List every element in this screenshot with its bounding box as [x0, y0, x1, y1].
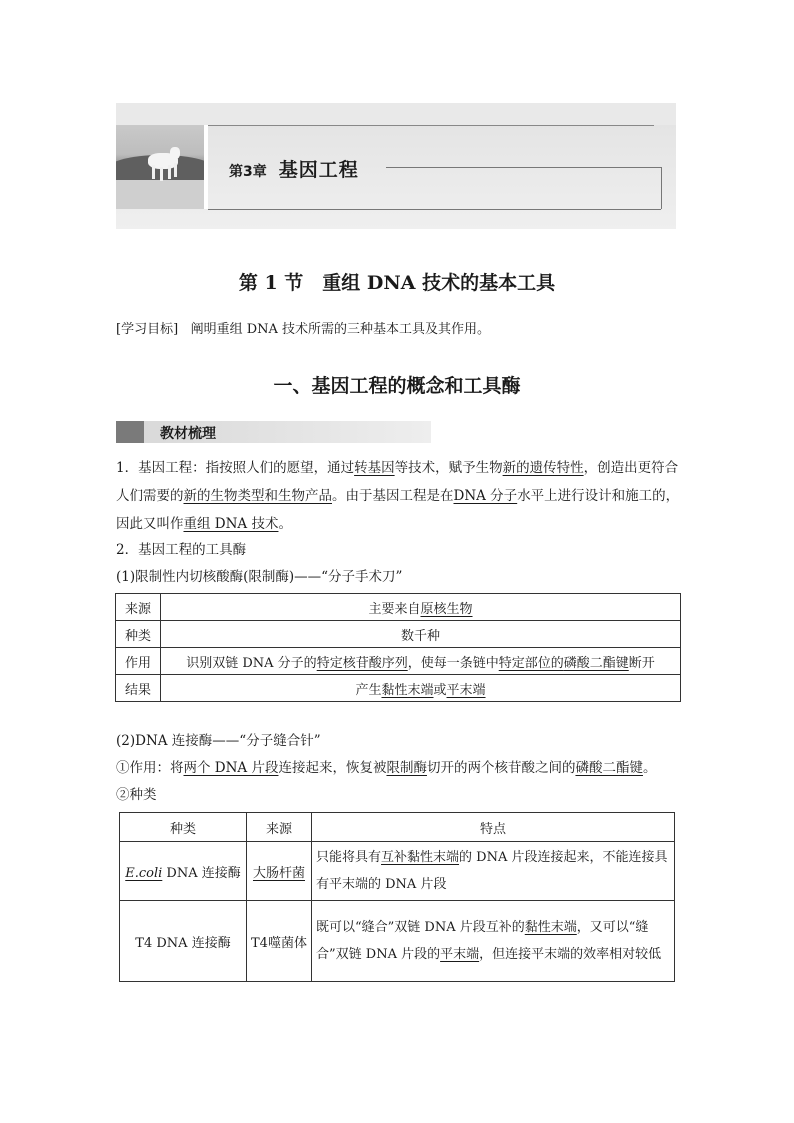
- paragraph-restriction-enzyme: (1)限制性内切核酸酶(限制酶)——“分子手术刀”: [116, 569, 403, 585]
- section-title: 第 1 节 重组 DNA 技术的基本工具: [238, 272, 556, 294]
- heading-concept-and-enzymes: 一、基因工程的概念和工具酶: [273, 375, 521, 397]
- restriction-enzyme-table: [115, 593, 681, 702]
- table-row: 来源 主要来自原核生物: [116, 594, 681, 621]
- horse-photo: [116, 125, 204, 209]
- paragraph-ligase-function: ①作用：将两个 DNA 片段连接起来，恢复被限制酶切开的两个核苷酸之间的磷酸二酯键。: [116, 760, 657, 776]
- chapter-banner: [116, 103, 676, 229]
- table-row: 结果 产生黏性末端或平末端: [116, 675, 681, 702]
- table-row: 种类 数千种: [116, 621, 681, 648]
- table-row: T4 DNA 连接酶 T4噬菌体 既可以“缝合”双链 DNA 片段互补的黏性末端，又可以“缝合”双链 DNA 片段的平末端，但连接平末端的效率相对较低: [120, 901, 675, 982]
- banner-top-strip: [116, 103, 676, 125]
- section-tag: 教材梳理: [116, 421, 431, 443]
- paragraph-ligase-types: ②种类: [116, 787, 157, 803]
- paragraph-dna-ligase: (2)DNA 连接酶——“分子缝合针”: [116, 733, 321, 749]
- chapter-number: 第3章: [229, 164, 267, 180]
- dna-ligase-table: [119, 812, 675, 982]
- table-header-row: 种类 来源 特点: [120, 813, 675, 842]
- chapter-title: 基因工程: [278, 159, 359, 181]
- chapter-heading: [229, 155, 359, 182]
- table-row: E.coli DNA 连接酶 大肠杆菌 只能将具有互补黏性末端的 DNA 片段连接起来，不能连接具有平末端的 DNA 片段: [120, 842, 675, 901]
- learning-objective: [学习目标] 阐明重组 DNA 技术所需的三种基本工具及其作用。: [116, 322, 491, 337]
- table-row: 作用 识别双链 DNA 分子的特定核苷酸序列，使每一条链中特定部位的磷酸二酯键断开: [116, 648, 681, 675]
- paragraph-tool-enzymes: 2．基因工程的工具酶: [116, 542, 247, 558]
- paragraph-definition: 1．基因工程：指按照人们的愿望，通过转基因等技术，赋予生物新的遗传特性，创造出更符合人们需要的新的生物类型和生物产品。由于基因工程是在DNA 分子水平上进行设计和施工的，因此又叫作重组 DNA 技术。: [116, 460, 680, 532]
